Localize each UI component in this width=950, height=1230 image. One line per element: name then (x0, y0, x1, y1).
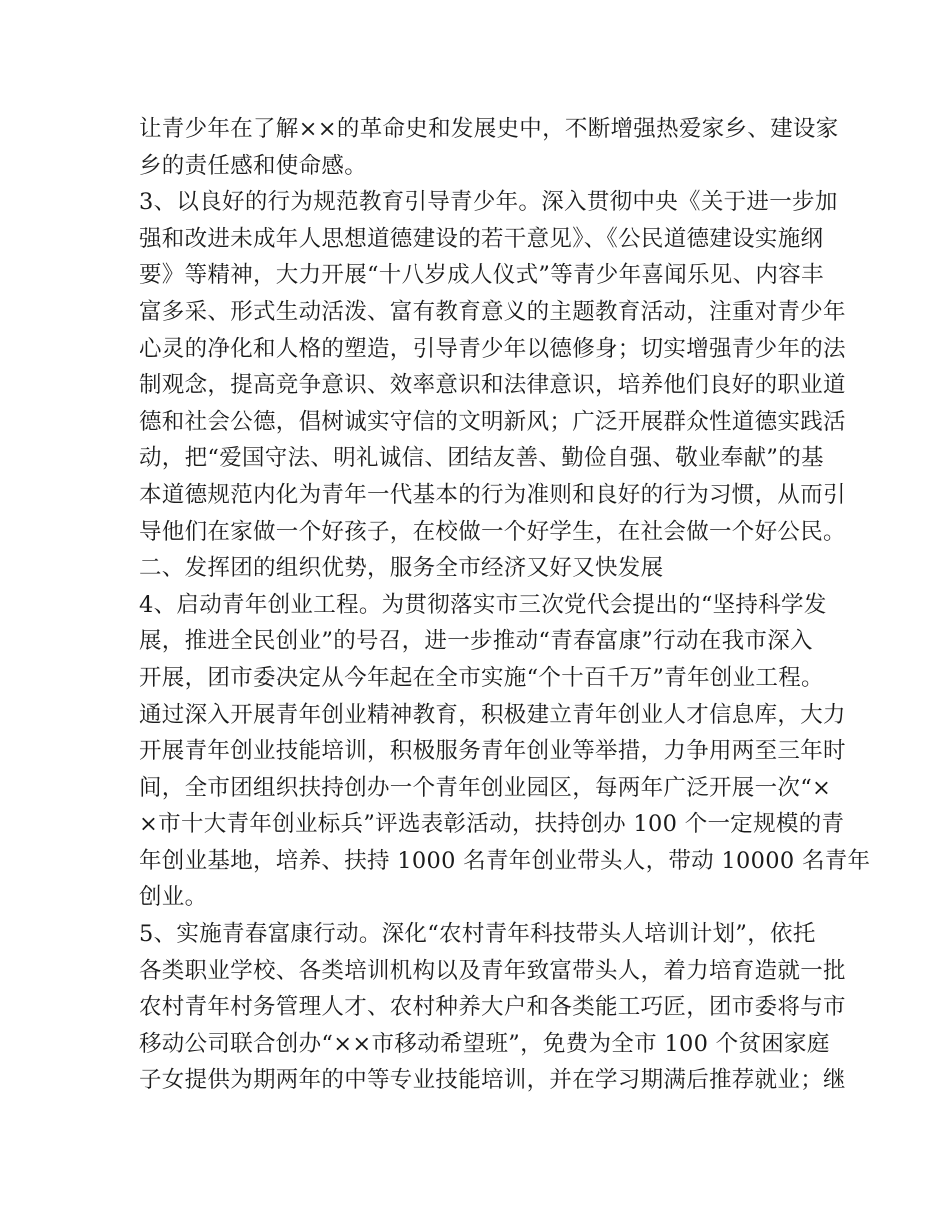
text-line: 强和改进未成年人思想道德建设的若干意见》、《公民道德建设实施纲 (139, 225, 824, 252)
text-line: ×市十大青年创业标兵”评选表彰活动，扶持创办 100 个一定规模的青 (139, 811, 845, 838)
text-line: 制观念，提高竞争意识、效率意识和法律意识，培养他们良好的职业道 (139, 372, 846, 399)
text-line: 年创业基地，培养、扶持 1000 名青年创业带头人，带动 10000 名青年 (139, 847, 871, 874)
text-line: 心灵的净化和人格的塑造，引导青少年以德修身；切实增强青少年的法 (139, 335, 846, 362)
text-line: 子女提供为期两年的中等专业技能培训，并在学习期满后推荐就业；继 (139, 1067, 846, 1094)
text-line: 德和社会公德，倡树诚实守信的文明新风；广泛开展群众性道德实践活 (139, 408, 846, 435)
text-line: 创业。 (139, 884, 208, 911)
text-line: 要》等精神，大力开展“十八岁成人仪式”等青少年喜闻乐见、内容丰 (139, 262, 824, 289)
document-body (139, 111, 871, 1099)
text-line: 富多采、形式生动活泼、富有教育意义的主题教育活动，注重对青少年 (139, 298, 846, 325)
text-line: 农村青年村务管理人才、农村种养大户和各类能工巧匠，团市委将与市 (139, 994, 846, 1021)
text-line: 展，推进全民创业”的号召，进一步推动“青春富康”行动在我市深入 (139, 628, 813, 655)
text-line: 本道德规范内化为青年一代基本的行为准则和良好的行为习惯，从而引 (139, 481, 846, 508)
text-line: 间，全市团组织扶持创办一个青年创业园区，每两年广泛开展一次“× (139, 774, 832, 801)
text-line: 导他们在家做一个好孩子，在校做一个好学生，在社会做一个好公民。 (139, 518, 846, 545)
text-line: 让青少年在了解××的革命史和发展史中，不断增强热爱家乡、建设家 (139, 116, 839, 142)
text-line: 5、实施青春富康行动。深化“农村青年科技带头人培训计划”，依托 (139, 921, 816, 948)
text-line: 通过深入开展青年创业精神教育，积极建立青年创业人才信息库，大力 (139, 701, 846, 728)
text-line: 开展青年创业技能培训，积极服务青年创业等举措，力争用两至三年时 (139, 738, 846, 765)
section-heading: 二、发挥团的组织优势，服务全市经济又好又快发展 (139, 555, 664, 582)
text-line: 乡的责任感和使命感。 (139, 152, 368, 179)
text-line: 3、以良好的行为规范教育引导青少年。深入贯彻中央《关于进一步加 (139, 189, 838, 216)
text-line: 开展，团市委决定从今年起在全市实施“个十百千万”青年创业工程。 (139, 664, 824, 691)
text-line: 移动公司联合创办“××市移动希望班”，免费为全市 100 个贫困家庭 (139, 1030, 830, 1057)
text-line: 各类职业学校、各类培训机构以及青年致富带头人，着力培育造就一批 (139, 957, 846, 984)
text-line: 动，把“爱国守法、明礼诚信、团结友善、勤俭自强、敬业奉献”的基 (139, 445, 824, 472)
text-line: 4、启动青年创业工程。为贯彻落实市三次党代会提出的“坚持科学发 (139, 591, 827, 618)
